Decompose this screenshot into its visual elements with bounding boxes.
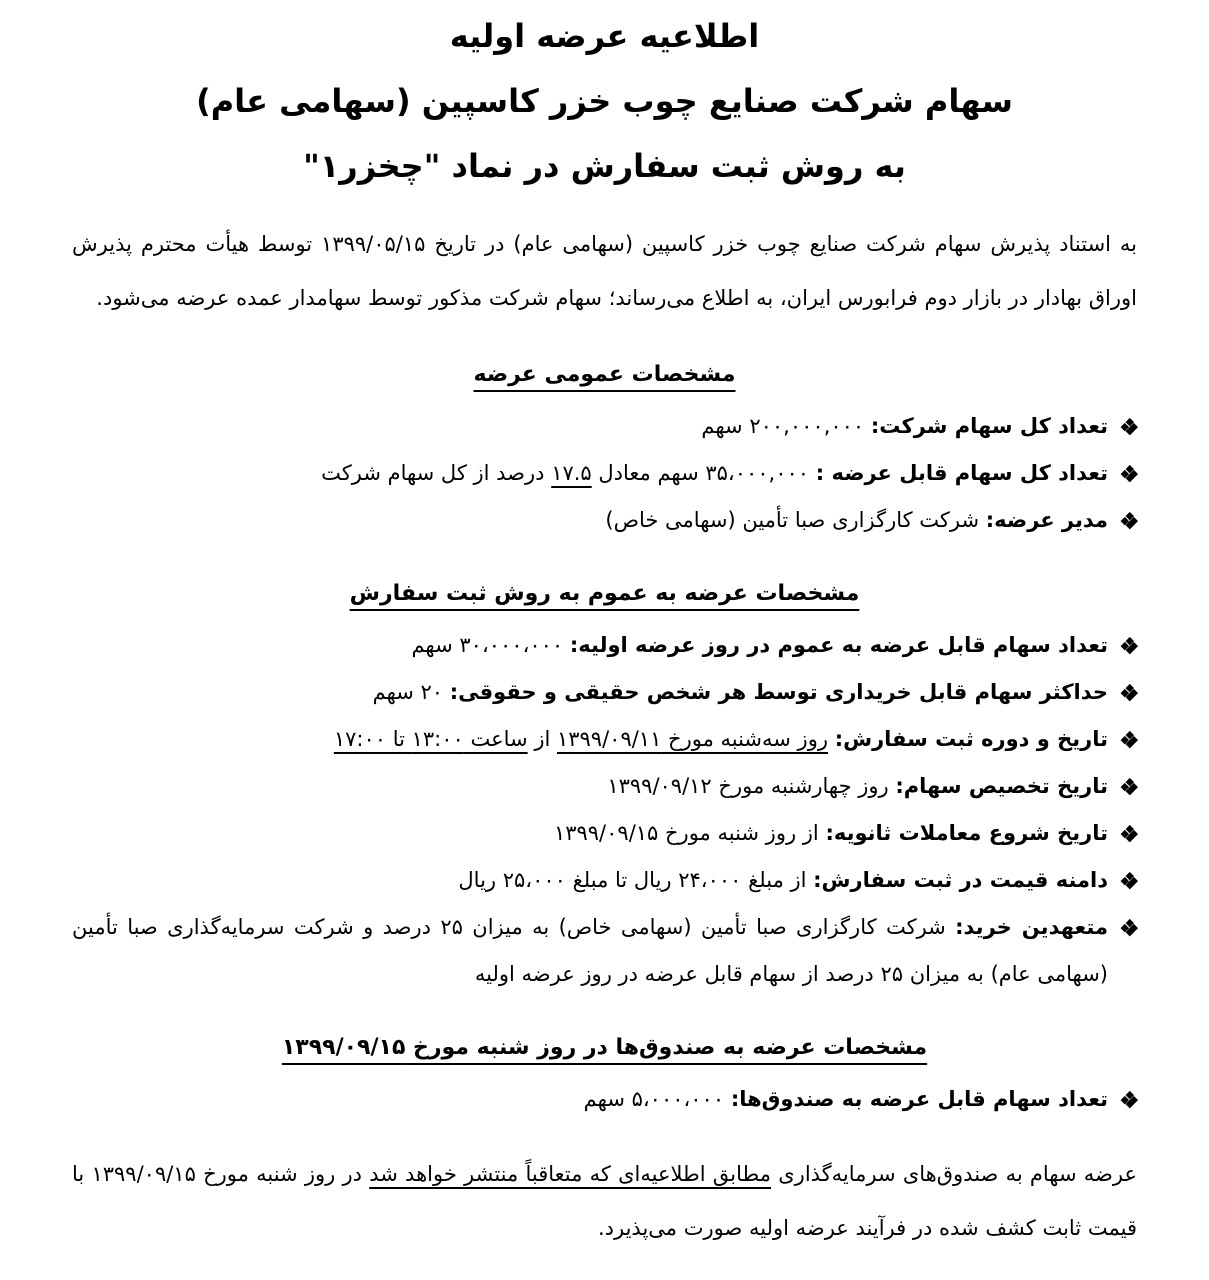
text-segment: حداکثر سهام قابل خریداری توسط هر شخص حقیقی و حقوقی: bbox=[449, 680, 1108, 704]
text-segment: ساعت ۱۳:۰۰ تا ۱۷:۰۰ bbox=[333, 727, 528, 751]
list-item bbox=[72, 904, 1137, 998]
four-diamond-bullet-icon bbox=[1122, 466, 1137, 481]
four-diamond-bullet-icon bbox=[1122, 419, 1137, 434]
list-item-text bbox=[72, 763, 1108, 810]
section-heading: مشخصات عرضه به صندوق‌ها در روز شنبه مورخ ۱۳۹۹/۰۹/۱۵ bbox=[281, 1035, 928, 1060]
closing-paragraph bbox=[72, 1147, 1137, 1255]
title-line-3-ticker: به روش ثبت سفارش در نماد "چخزر۱" bbox=[303, 147, 906, 185]
list-item bbox=[72, 763, 1137, 810]
text-segment: ۳۵،۰۰۰,۰۰۰ سهم معادل bbox=[591, 461, 816, 485]
text-segment: از bbox=[527, 727, 557, 751]
list-item-text bbox=[72, 450, 1108, 497]
text-segment: متعهدین خرید: bbox=[955, 915, 1108, 939]
text-segment bbox=[828, 727, 835, 751]
text-segment: مطابق اطلاعیه‌ای که متعاقباً منتشر خواهد شد bbox=[369, 1162, 772, 1186]
four-diamond-bullet-icon bbox=[1122, 513, 1137, 528]
text-segment: از مبلغ ۲۴،۰۰۰ ریال تا مبلغ ۲۵،۰۰۰ ریال bbox=[458, 868, 814, 892]
list-item-text bbox=[72, 857, 1108, 904]
text-segment: ۲۰ سهم bbox=[372, 680, 450, 704]
text-segment: تعداد سهام قابل عرضه به صندوق‌ها: bbox=[730, 1087, 1108, 1111]
list-item bbox=[72, 1076, 1137, 1123]
list-item-text bbox=[72, 716, 1108, 763]
text-segment: از روز شنبه مورخ ۱۳۹۹/۰۹/۱۵ bbox=[553, 821, 826, 845]
list-item bbox=[72, 669, 1137, 716]
section bbox=[72, 1030, 1137, 1123]
list-item-text bbox=[72, 497, 1108, 544]
text-segment: تاریخ تخصیص سهام: bbox=[895, 774, 1108, 798]
four-diamond-bullet-icon bbox=[1122, 638, 1137, 653]
section-heading: مشخصات عمومی عرضه bbox=[473, 362, 736, 387]
four-diamond-bullet-icon bbox=[1122, 1092, 1137, 1107]
text-segment: عرضه سهام به صندوق‌های سرمایه‌گذاری bbox=[771, 1162, 1138, 1186]
four-diamond-bullet-icon bbox=[1122, 873, 1137, 888]
sections bbox=[72, 357, 1137, 1123]
text-segment: شرکت کارگزاری صبا تأمین (سهامی خاص) bbox=[605, 508, 986, 532]
text-segment: ۳۰،۰۰۰،۰۰۰ سهم bbox=[411, 633, 570, 657]
list-item bbox=[72, 622, 1137, 669]
text-segment: درصد از کل سهام شرکت bbox=[321, 461, 552, 485]
list-item bbox=[72, 810, 1137, 857]
four-diamond-bullet-icon bbox=[1122, 826, 1137, 841]
intro-paragraph: به استناد پذیرش سهام شرکت صنایع چوب خزر کاسپین (سهامی عام) در تاریخ ۱۳۹۹/۰۵/۱۵ توسط هیأت محترم پذیرش اوراق بهادار در بازار دوم فرابورس ایران، به اطلاع می‌رساند؛ سهام شرکت مذکور توسط سهامدار عمده عرضه می‌شود. bbox=[72, 232, 1137, 310]
four-diamond-bullet-icon bbox=[1122, 920, 1137, 935]
text-segment: شرکت کارگزاری صبا تأمین (سهامی خاص) به میزان ۲۵ درصد و شرکت سرمایه‌گذاری صبا تأمین (سهامی عام) به میزان ۲۵ درصد از سهام قابل عرضه در روز عرضه اولیه bbox=[72, 915, 1108, 986]
four-diamond-bullet-icon bbox=[1122, 685, 1137, 700]
text-segment: ۲۰۰,۰۰۰,۰۰۰ سهم bbox=[701, 414, 871, 438]
text-segment: تاریخ و دوره ثبت سفارش: bbox=[834, 727, 1108, 751]
list-item bbox=[72, 403, 1137, 450]
title-line-1: اطلاعیه عرضه اولیه bbox=[449, 17, 760, 55]
list-item-text bbox=[72, 810, 1108, 857]
title-line-2: سهام شرکت صنایع چوب خزر کاسپین (سهامی عام) bbox=[196, 82, 1013, 120]
text-segment: تعداد کل سهام قابل عرضه : bbox=[815, 461, 1108, 485]
text-segment: مدیر عرضه: bbox=[985, 508, 1108, 532]
section bbox=[72, 357, 1137, 544]
list-item-text bbox=[72, 669, 1108, 716]
section-heading: مشخصات عرضه به عموم به روش ثبت سفارش bbox=[349, 581, 860, 606]
section bbox=[72, 576, 1137, 998]
text-segment: روز چهارشنبه مورخ ۱۳۹۹/۰۹/۱۲ bbox=[607, 774, 896, 798]
list-item bbox=[72, 497, 1137, 544]
text-segment: ۱۷.۵ bbox=[551, 461, 592, 485]
text-segment: تعداد کل سهام شرکت: bbox=[870, 414, 1108, 438]
text-segment: دامنه قیمت در ثبت سفارش: bbox=[813, 868, 1108, 892]
list-item-text bbox=[72, 1076, 1108, 1123]
text-segment: تعداد سهام قابل عرضه به عموم در روز عرضه اولیه: bbox=[569, 633, 1108, 657]
text-segment: در روز شنبه مورخ ۱۳۹۹/۰۹/۱۵ با قیمت ثابت کشف شده در فرآیند عرضه اولیه صورت می‌پذیرد. bbox=[72, 1162, 1137, 1240]
text-segment: روز سه‌شنبه مورخ ۱۳۹۹/۰۹/۱۱ bbox=[556, 727, 828, 751]
text-segment: تاریخ شروع معاملات ثانویه: bbox=[825, 821, 1108, 845]
four-diamond-bullet-icon bbox=[1122, 732, 1137, 747]
list-item-text bbox=[72, 403, 1108, 450]
list-item bbox=[72, 716, 1137, 763]
list-item bbox=[72, 450, 1137, 497]
text-segment: ۵،۰۰۰،۰۰۰ سهم bbox=[583, 1087, 731, 1111]
list-item bbox=[72, 857, 1137, 904]
list-item-text bbox=[72, 622, 1108, 669]
list-item-text bbox=[72, 904, 1108, 998]
document-title bbox=[72, 4, 1137, 199]
four-diamond-bullet-icon bbox=[1122, 779, 1137, 794]
